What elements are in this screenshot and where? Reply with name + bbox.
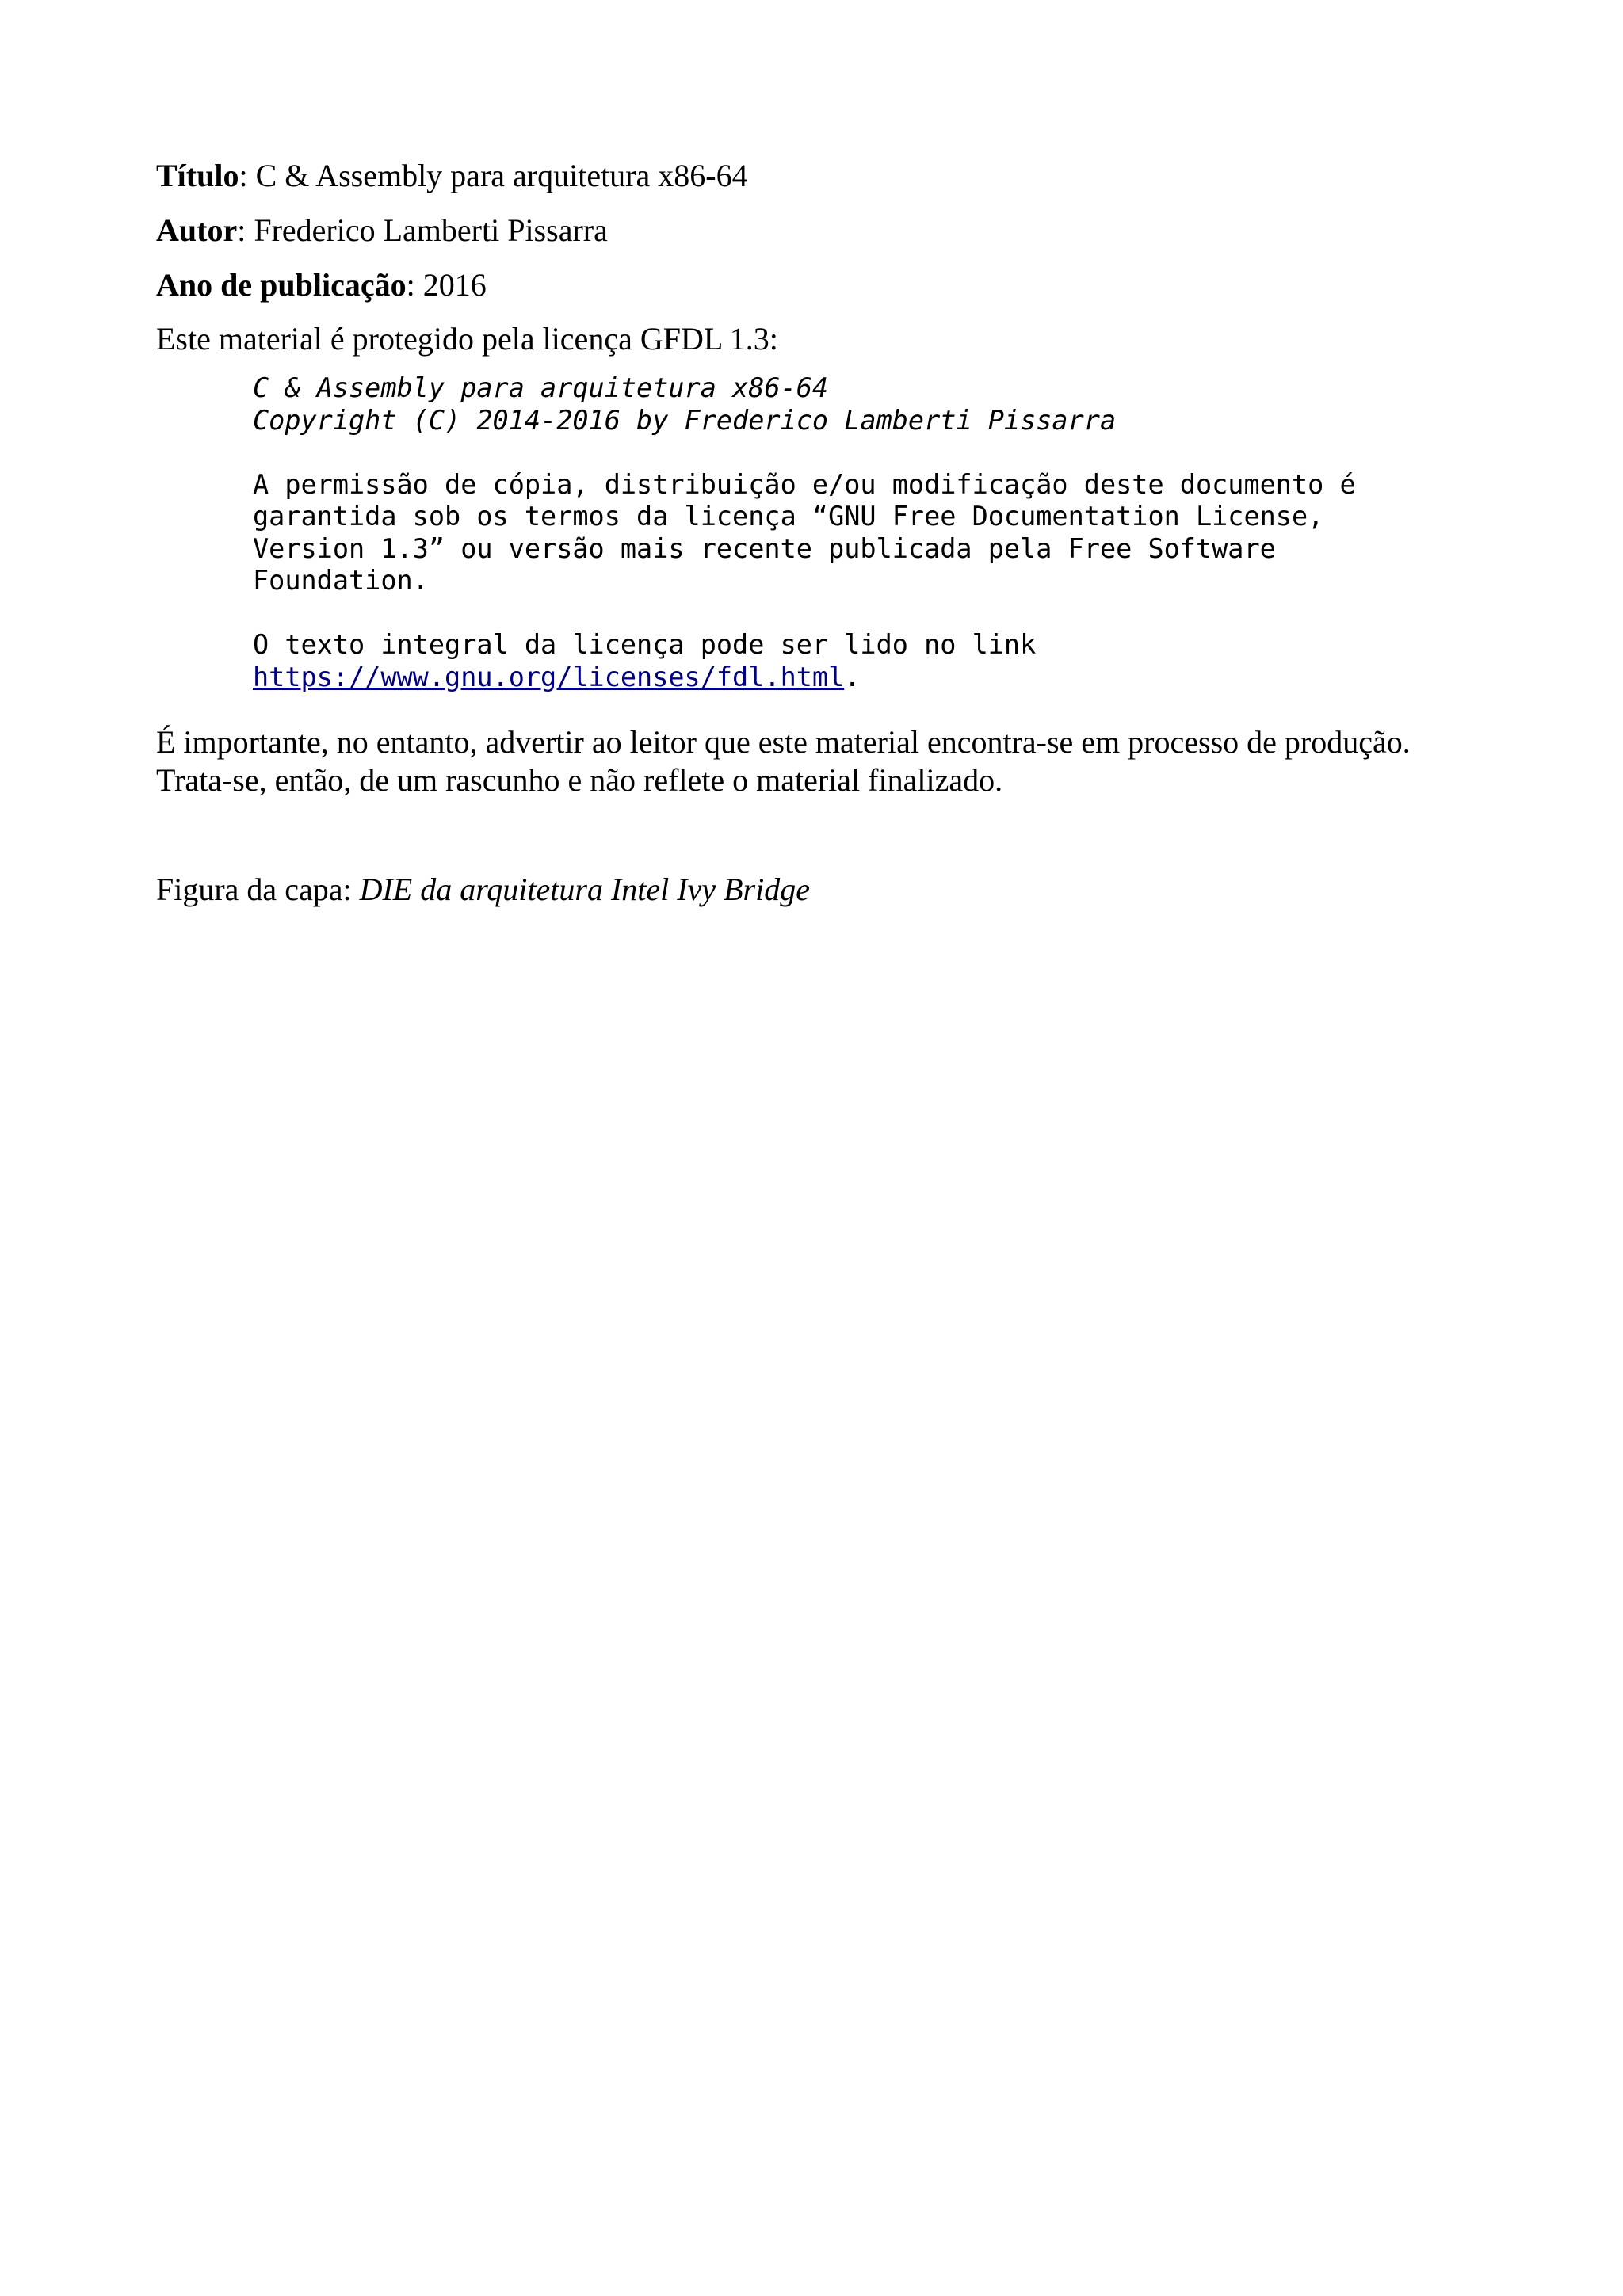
year-label: Ano de publicação (156, 267, 407, 303)
year-line (156, 266, 487, 304)
license-copyright: Copyright (C) 2014-2016 by Frederico Lamberti Pissarra (253, 404, 1117, 436)
draft-warning (156, 723, 1598, 799)
year-value: : 2016 (406, 267, 487, 303)
license-work-title: C & Assembly para arquitetura x86-64 (253, 372, 829, 403)
cover-figure-value: DIE da arquitetura Intel Ivy Bridge (359, 871, 810, 907)
author-line (156, 212, 608, 250)
license-notice-block (253, 372, 1600, 693)
license-permission-line-2: garantida sob os termos da licença “GNU Free Documentation License, (253, 501, 1324, 532)
spacer (253, 437, 1600, 469)
draft-warning-line-1: É importante, no entanto, advertir ao leitor que este material encontra-se em processo de produção. (156, 724, 1411, 760)
spacer (253, 597, 1600, 630)
title-line (156, 157, 748, 195)
draft-warning-line-2: Trata-se, então, de um rascunho e não reflete o material finalizado. (156, 762, 1003, 798)
license-link[interactable]: https://www.gnu.org/licenses/fdl.html (253, 661, 845, 692)
license-permission-line-4: Foundation. (253, 565, 429, 596)
title-value: : C & Assembly para arquitetura x86-64 (239, 158, 748, 193)
author-value: : Frederico Lamberti Pissarra (237, 212, 608, 248)
license-intro: Este material é protegido pela licença GFDL 1.3: (156, 321, 778, 357)
license-permission-line-1: A permissão de cópia, distribuição e/ou modificação deste documento é (253, 468, 1356, 500)
license-fulltext-line: O texto integral da licença pode ser lido no link (253, 629, 1037, 660)
license-link-suffix: . (844, 661, 861, 692)
license-link-line (253, 662, 1600, 694)
author-label: Autor (156, 212, 238, 248)
license-permission-line-3: Version 1.3” ou versão mais recente publicada pela Free Software (253, 532, 1276, 564)
cover-figure-line (156, 871, 810, 909)
title-label: Título (156, 158, 239, 193)
cover-figure-label: Figura da capa: (156, 871, 360, 907)
